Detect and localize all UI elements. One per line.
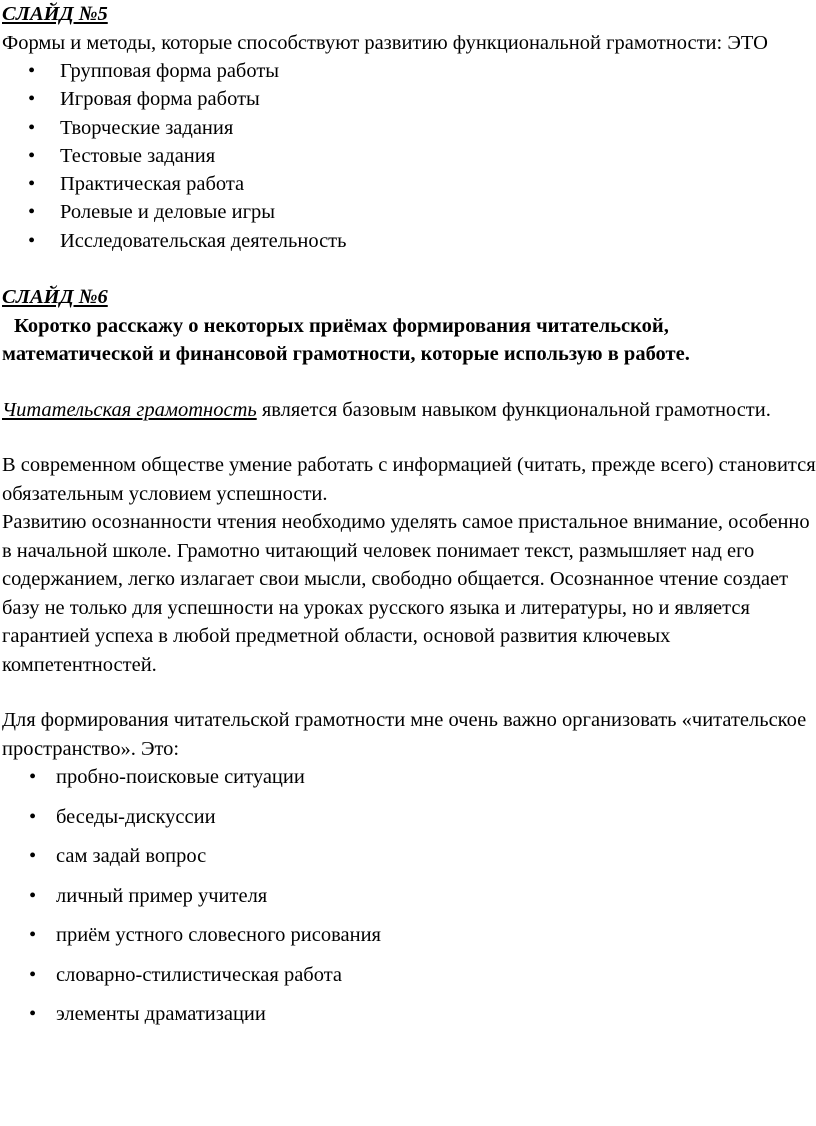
list-item: • Исследовательская деятельность xyxy=(0,227,816,255)
bullet-icon: • xyxy=(29,766,37,789)
list-item: • Групповая форма работы xyxy=(0,57,816,85)
bullet-icon: • xyxy=(29,884,37,907)
modern-society-paragraph: В современном обществе умение работать с информацией (читать, прежде всего) становится обязательным условием успешности. xyxy=(2,454,816,505)
reading-literacy-paragraph xyxy=(0,396,816,425)
bullet-icon: • xyxy=(28,173,36,196)
list-item: • элементы драматизации xyxy=(0,1000,816,1040)
list-item: • Ролевые и деловые игры xyxy=(0,198,816,226)
list-item: • Тестовые задания xyxy=(0,142,816,170)
bullet-icon: • xyxy=(28,60,36,82)
list-item: • Творческие задания xyxy=(0,114,816,142)
bullet-icon: • xyxy=(29,845,37,868)
list-item: • пробно-поисковые ситуации xyxy=(0,763,816,803)
list-item: • Игровая форма работы xyxy=(0,85,816,113)
reading-space-paragraph: Для формирования читательской грамотности мне очень важно организовать «читательское пространство». Это: xyxy=(2,709,807,760)
list-item: • словарно-стилистическая работа xyxy=(0,961,816,1001)
reading-awareness-paragraph: Развитию осознанности чтения необходимо уделять самое пристальное внимание, особенно в начальной школе. Грамотно читающий человек понимает текст, размышляет над его содержанием, легко излагает свои мысли, свободно общается. Осознанное чтение создает базу не только для успешности на уроках русского языка и литературы, но и является гарантией успеха в любой предметной области, основой развития ключевых компетентностей. xyxy=(2,511,810,676)
slide5-title: СЛАЙД №5 xyxy=(2,3,108,25)
reading-literacy-definition: является базовым навыком функциональной грамотности. xyxy=(256,398,771,421)
bullet-icon: • xyxy=(28,88,36,111)
bullet-icon: • xyxy=(28,229,36,252)
list-item: • личный пример учителя xyxy=(0,882,816,922)
list-item: • сам задай вопрос xyxy=(0,842,816,882)
list-item: • беседы-дискуссии xyxy=(0,803,816,843)
reading-literacy-term: Читательская грамотность xyxy=(2,398,257,421)
list-item: • приём устного словесного рисования xyxy=(0,921,816,961)
bullet-icon: • xyxy=(28,201,36,224)
slide5-bullet-list xyxy=(0,57,816,255)
bullet-icon: • xyxy=(29,1003,37,1026)
slide6-title: СЛАЙД №6 xyxy=(2,286,108,309)
slide6-intro: Коротко расскажу о некоторых приёмах формирования читательской, математической и финансовой грамотности, которые использую в работе. xyxy=(2,314,690,366)
bullet-icon: • xyxy=(29,805,37,828)
bullet-icon: • xyxy=(28,144,36,167)
bullet-icon: • xyxy=(29,924,37,947)
slide5-intro: Формы и методы, которые способствуют развитию функциональной грамотности: ЭТО xyxy=(2,31,768,54)
bullet-icon: • xyxy=(29,963,37,986)
list-item: • Практическая работа xyxy=(0,170,816,198)
slide6-bullet-list xyxy=(0,763,816,1040)
bullet-icon: • xyxy=(28,116,36,139)
